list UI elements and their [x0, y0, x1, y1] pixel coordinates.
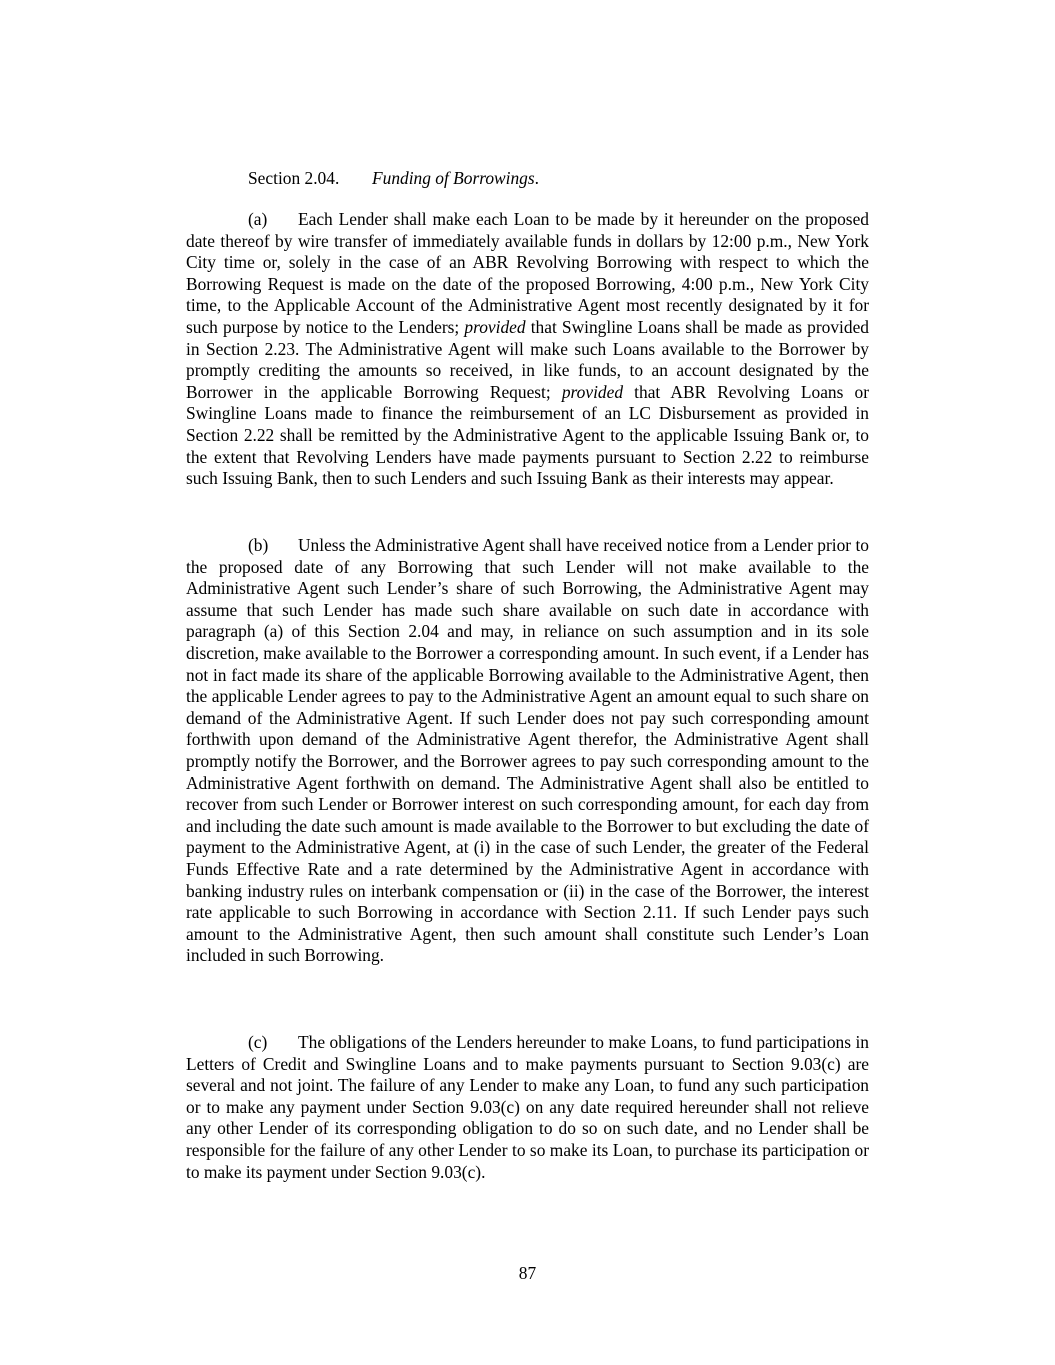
section-number: Section 2.04.: [248, 168, 340, 188]
paragraph-a-emphasis-2: provided: [561, 381, 624, 402]
paragraph-a: [186, 209, 869, 490]
paragraph-c: [186, 1032, 869, 1183]
section-heading: [248, 167, 539, 189]
paragraph-b-label: (b): [248, 535, 269, 555]
paragraph-b-text: Unless the Administrative Agent shall have received notice from a Lender prior to the proposed date of any Borrowing that such Lender will not make available to the Administrative Agent such Lender’s share of such Borrowing, the Administrative Agent may assume that such Lender has made such share available on such date in accordance with paragraph (a) of this Section 2.04 and may, in reliance on such assumption and in its sole discretion, make available to the Borrower a corresponding amount. In such event, if a Lender has not in fact made its share of the applicable Borrowing available to the Administrative Agent, then the applicable Lender agrees to pay to the Administrative Agent an amount equal to such share on demand of the Administrative Agent. If such Lender does not pay such corresponding amount forthwith upon demand of the Administrative Agent therefor, the Administrative Agent shall promptly notify the Borrower, and the Borrower agrees to pay such corresponding amount to the Administrative Agent forthwith on demand. The Administrative Agent shall also be entitled to recover from such Lender or Borrower interest on such corresponding amount, for each day from and including the date such amount is made available to the Borrower to but excluding the date of payment to the Administrative Agent, at (i) in the case of such Lender, the greater of the Federal Funds Effective Rate and a rate determined by the Administrative Agent in accordance with banking industry rules on interbank compensation or (ii) in the case of the Borrower, the interest rate applicable to such Borrowing in accordance with Section 2.11. If such Lender pays such amount to the Administrative Agent, then such amount shall constitute such Lender’s Loan included in such Borrowing.: [186, 535, 869, 966]
paragraph-a-label: (a): [248, 209, 268, 229]
section-title-period: .: [534, 168, 540, 188]
page-number: 87: [518, 1263, 537, 1283]
paragraph-a-emphasis-1: provided: [464, 316, 526, 337]
paragraph-a-text-3: that ABR Revolving Loans or Swingline Loans made to finance the reimbursement of an LC Disbursement as provided in Section 2.22 shall be remitted by the Administrative Agent to the applicable Issuing Bank or, to the extent that Revolving Lenders have made payments pursuant to Section 2.22 to reimburse such Issuing Bank, then to such Lenders and such Issuing Bank as their interests may appear.: [186, 381, 870, 489]
paragraph-a-text-1: Each Lender shall make each Loan to be made by it hereunder on the proposed date thereof by wire transfer of immediately available funds in dollars by 12:00 p.m., New York City time or, solely in the case of an ABR Revolving Borrowing with respect to which the Borrowing Request is made on the date of the proposed Borrowing, 4:00 p.m., New York City time, to the Applicable Account of the Administrative Agent most recently designated by it for such purpose by notice to the Lenders;: [186, 209, 869, 337]
paragraph-c-text: The obligations of the Lenders hereunder to make Loans, to fund participations in Letters of Credit and Swingline Loans and to make payments pursuant to Section 9.03(c) are several and not joint. The failure of any Lender to make any Loan, to fund any such participation or to make any payment under Section 9.03(c) on any date required hereunder shall not relieve any other Lender of its corresponding obligation to do so on such date, and no Lender shall be responsible for the failure of any other Lender to so make its Loan, to purchase its participation or to make its payment under Section 9.03(c).: [186, 1032, 869, 1182]
paragraph-a-text-2: that Swingline Loans shall be made as provided in Section 2.23. The Administrative Agent will make such Loans available to the Borrower by promptly crediting the amounts so received, in like funds, to an account designated by the Borrower in the applicable Borrowing Request;: [186, 316, 869, 402]
paragraph-c-label: (c): [248, 1032, 268, 1052]
section-title: Funding of Borrowings: [372, 168, 535, 188]
paragraph-b: [186, 535, 869, 967]
